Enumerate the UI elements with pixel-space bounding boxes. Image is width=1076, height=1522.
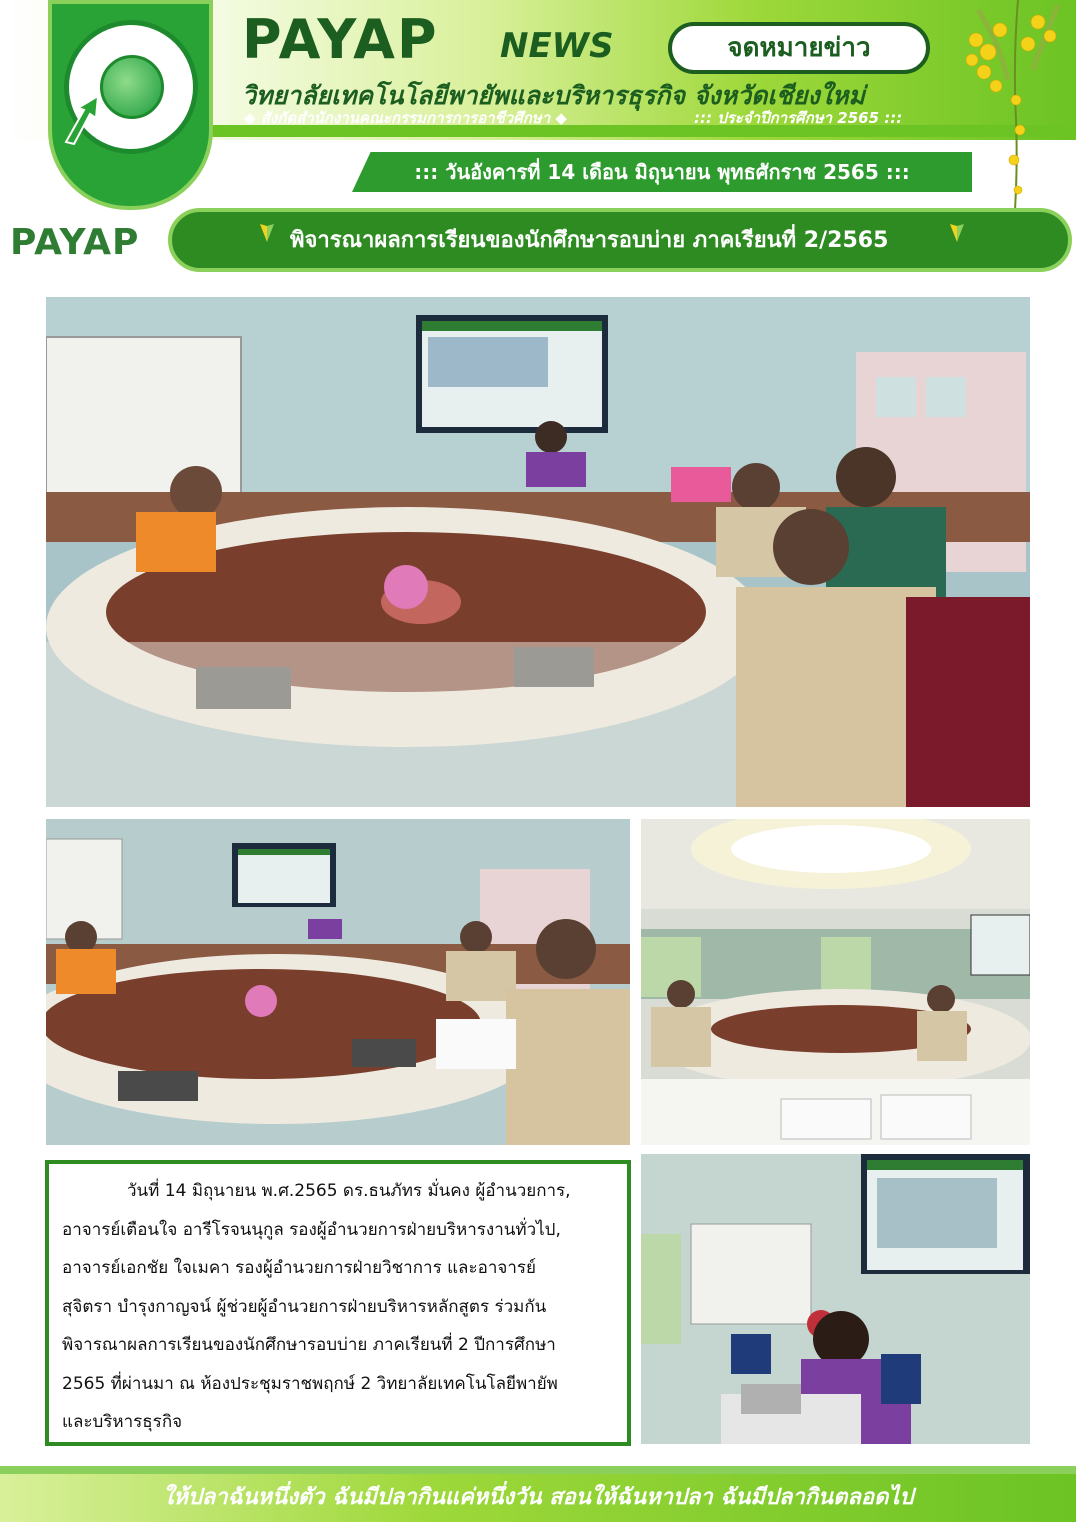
newsletter-header [0,0,1076,280]
meeting-photo-main [46,297,1030,807]
academic-year: ::: ประจำปีการศึกษา 2565 ::: [694,109,903,127]
leaf-icon [948,222,966,244]
payap-wordmark: PAYAP [10,222,140,263]
affiliation: ◆ สังกัดสำนักงานคณะกรรมการการอาชีวศึกษา ◆ [244,109,567,127]
article-line: วันที่ 14 มิถุนายน พ.ศ.2565 ดร.ธนภัทร มั่นคง ผู้อำนวยการ, [127,1181,571,1201]
topic-title: พิจารณาผลการเรียนของนักศึกษารอบบ่าย ภาคเรียนที่ 2/2565 [290,228,889,253]
leaf-icon [258,222,276,244]
college-name: วิทยาลัยเทคโนโลยีพายัพและบริหารธุรกิจ จังหวัดเชียงใหม่ [242,81,865,110]
article-line: อาจารย์เอกชัย ใจเมคา รองผู้อำนวยการฝ่ายวิชาการ และอาจารย์ [62,1258,536,1278]
footer-motto: ให้ปลาฉันหนึ่งตัว ฉันมีปลากินแค่หนึ่งวัน สอนให้ฉันหาปลา ฉันมีปลากินตลอดไป [162,1485,914,1510]
article-text [62,1172,616,1442]
article-line: 2565 ที่ผ่านมา ณ ห้องประชุมราชพฤกษ์ 2 วิทยาลัยเทคโนโลยีพายัพ [62,1373,558,1394]
meeting-photo-left [46,819,630,1145]
brand-title: PAYAP [242,8,439,71]
arrow-icon [58,90,118,150]
footer-divider [0,1466,1076,1474]
meeting-photo-right-bottom [641,1154,1030,1444]
golden-shower-flowers-icon [958,0,1076,230]
newsletter-badge: จดหมายข่าว [668,22,930,74]
article-line: พิจารณาผลการเรียนของนักศึกษารอบบ่าย ภาคเรียนที่ 2 ปีการศึกษา [62,1335,556,1355]
meeting-photo-right-top [641,819,1030,1145]
brand-news: NEWS [500,26,614,66]
date-line: ::: วันอังคารที่ 14 เดือน มิถุนายน พุทธศักราช 2565 ::: [414,160,910,184]
article-line: อาจารย์เตือนใจ อารีโรจนนุกูล รองผู้อำนวยการฝ่ายบริหารงานทั่วไป, [62,1219,561,1240]
article-line: และบริหารธุรกิจ [62,1412,183,1432]
affiliation-text: สังกัดสำนักงานคณะกรรมการการอาชีวศึกษา [260,109,551,127]
article-line: สุจิตรา บำรุงกาญจน์ ผู้ช่วยผู้อำนวยการฝ่ายบริหารหลักสูตร ร่วมกัน [62,1296,547,1317]
